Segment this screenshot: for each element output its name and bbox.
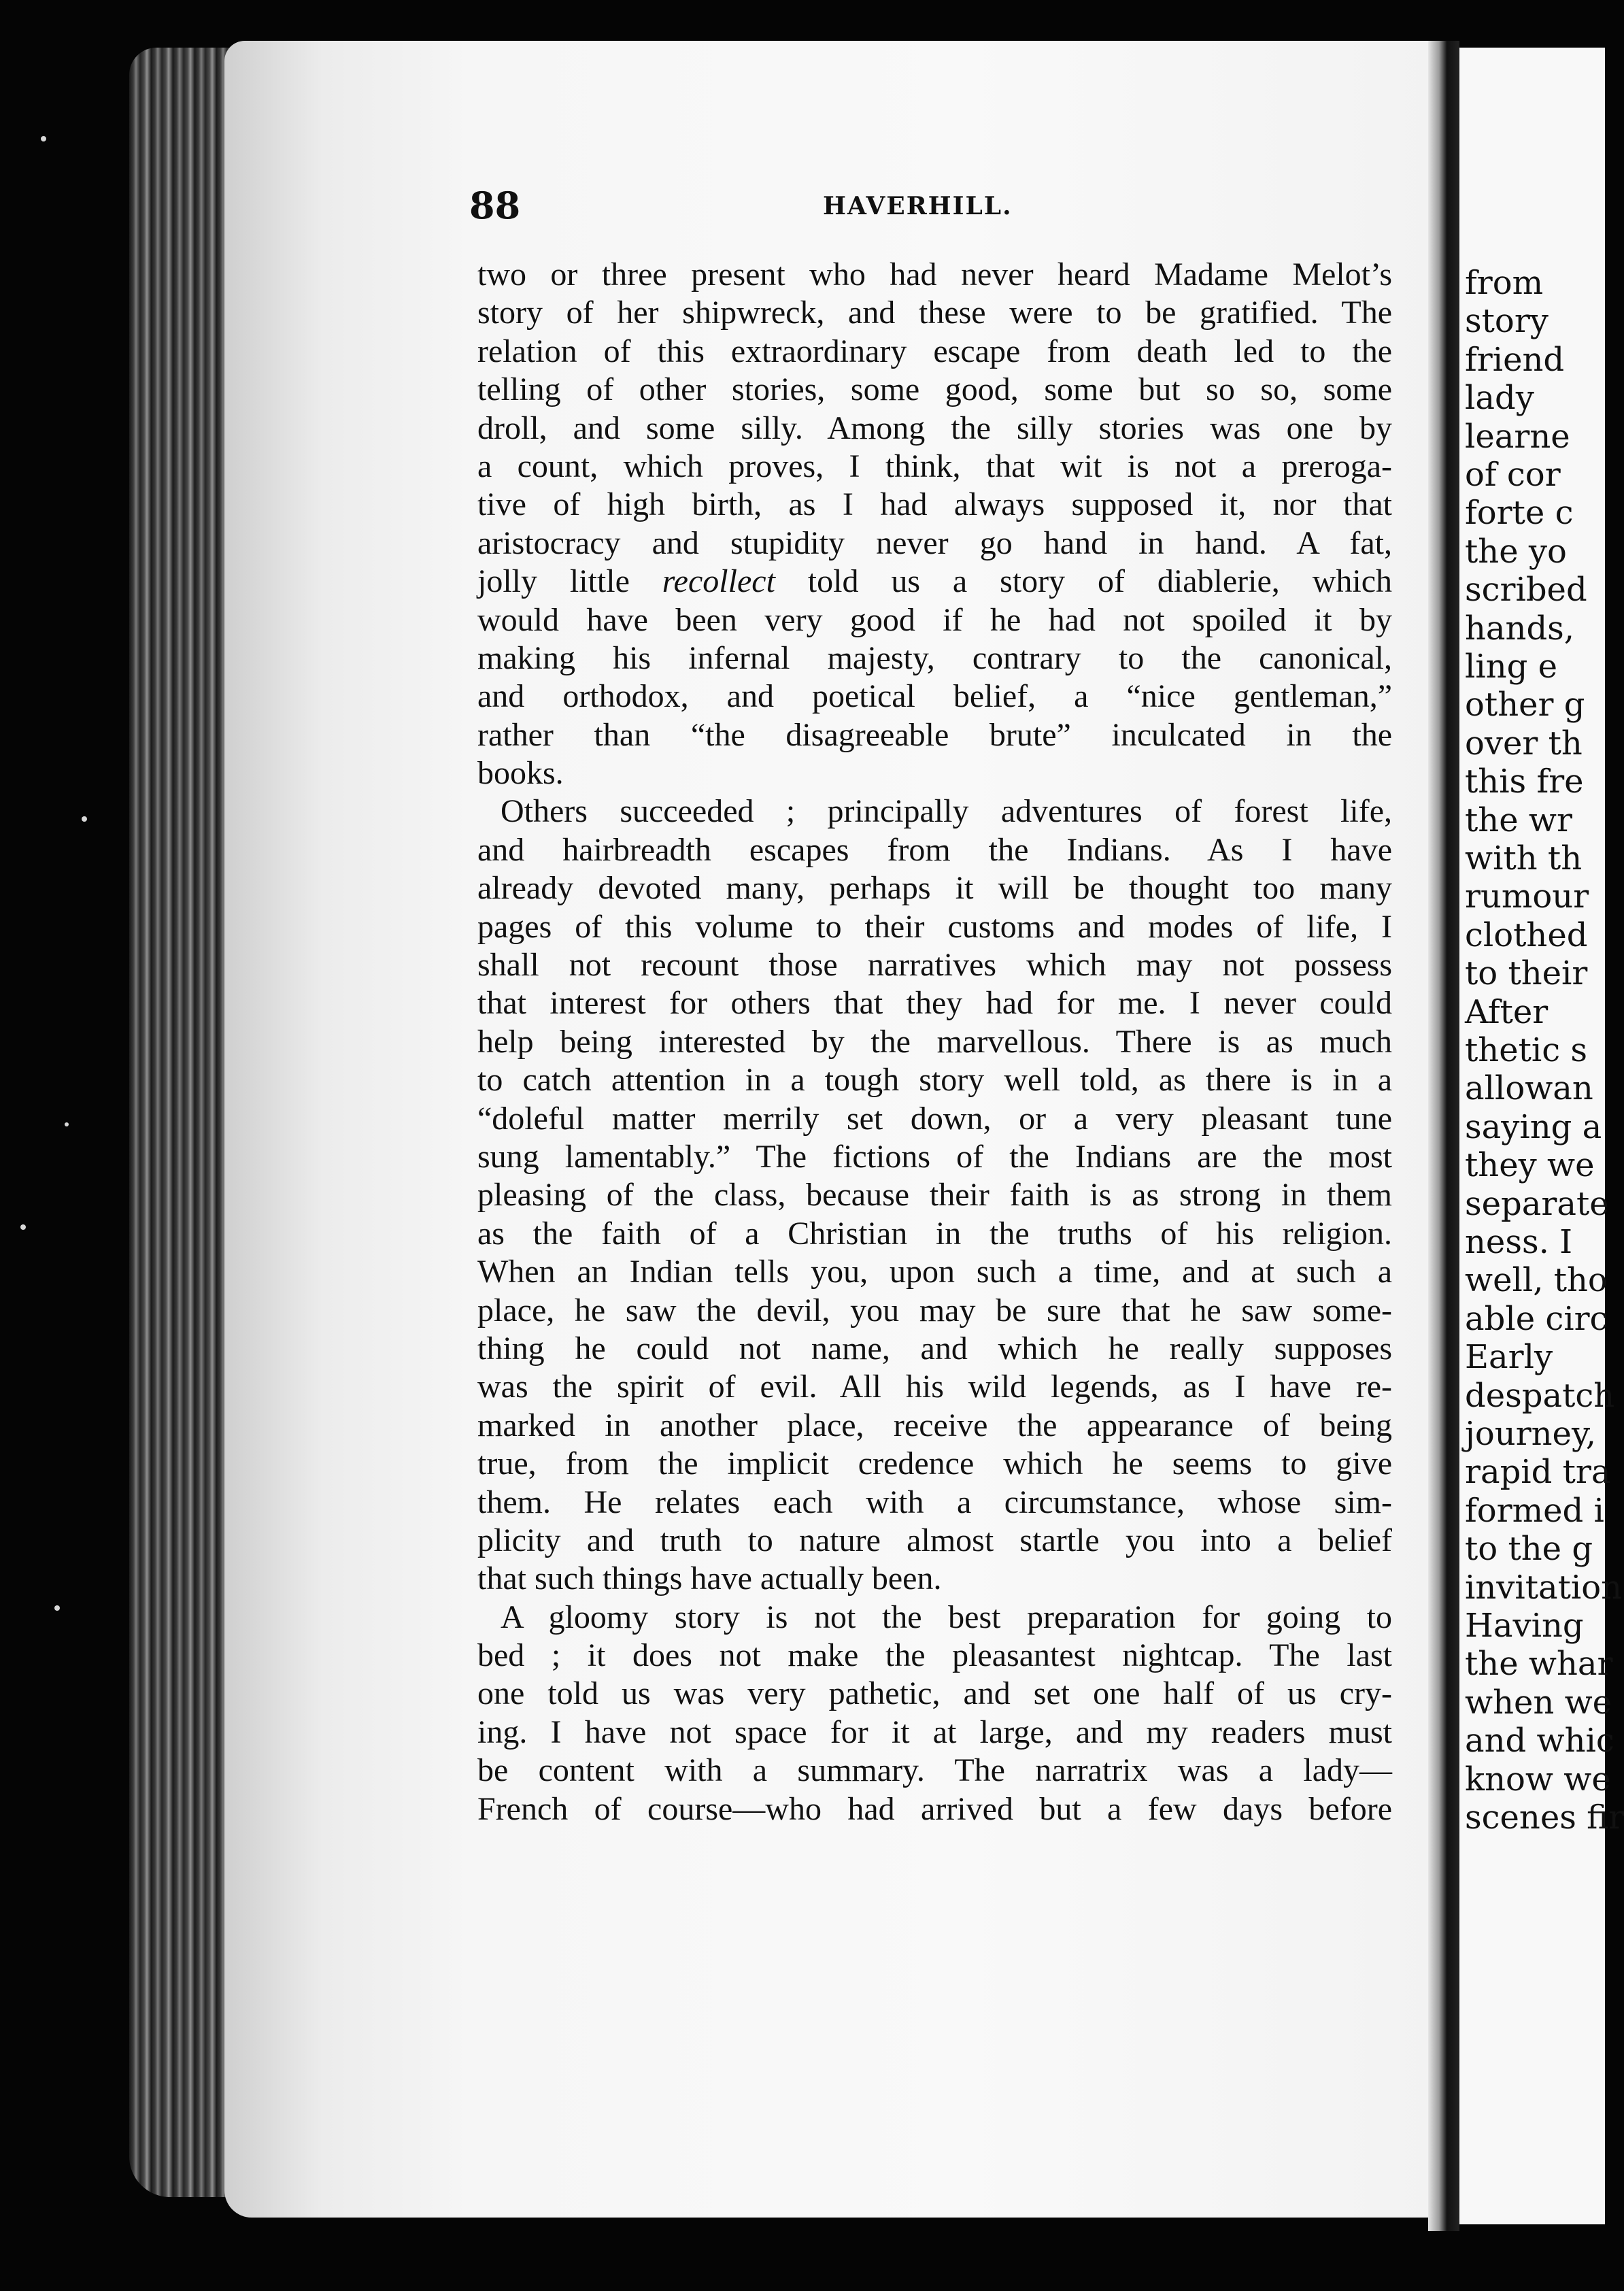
right-page-line: formed i — [1465, 1491, 1604, 1530]
right-page-line: of cor — [1465, 456, 1561, 494]
right-page-line: separate — [1465, 1184, 1609, 1223]
text-line: When an Indian tells you, upon such a time, and at such a — [477, 1254, 1392, 1290]
body-text — [477, 256, 1392, 1828]
text-line: books. — [477, 755, 564, 792]
text-line: one told us was very pathetic, and set one half of us cry- — [477, 1675, 1392, 1712]
text-line: telling of other stories, some good, some but so so, some — [477, 371, 1392, 408]
text-line: French of course—who had arrived but a few days before — [477, 1790, 1392, 1827]
text-line: pleasing of the class, because their faith is as strong in them — [477, 1177, 1392, 1214]
text-line: Others succeeded ; principally adventures of forest life, — [501, 793, 1392, 830]
right-page-line: invitation — [1465, 1568, 1623, 1607]
scan-speck — [20, 1224, 26, 1230]
scan-speck — [82, 816, 87, 822]
book-gutter — [1428, 41, 1459, 2231]
text-line: aristocracy and stupidity never go hand in hand. A fat, — [477, 524, 1392, 561]
text-line: already devoted many, perhaps it will be thought too many — [477, 870, 1392, 907]
text-line: that such things have actually been. — [477, 1560, 942, 1597]
right-page-line: scribed — [1465, 571, 1587, 609]
text-line: as the faith of a Christian in the truths of his religion. — [477, 1215, 1392, 1252]
text-line: them. He relates each with a circumstance, whose sim- — [477, 1484, 1392, 1520]
text-line: sung lamentably.” The fictions of the Indians are the most — [477, 1138, 1392, 1175]
right-page-line: other g — [1465, 686, 1585, 724]
right-page-line: the whar — [1465, 1645, 1613, 1684]
text-line: “doleful matter merrily set down, or a very pleasant tune — [477, 1100, 1392, 1137]
right-page-line: to their — [1465, 954, 1588, 993]
italic-word: recollect — [662, 563, 775, 600]
text-line: plicity and truth to nature almost startle you into a belief — [477, 1522, 1392, 1558]
text-line: droll, and some silly. Among the silly stories was one by — [477, 409, 1392, 446]
text-line: story of her shipwreck, and these were to be gratified. The — [477, 295, 1392, 331]
text-line: was the spirit of evil. All his wild legends, as I have re- — [477, 1369, 1392, 1405]
text-line: be content with a summary. The narratrix was a lady— — [477, 1752, 1392, 1789]
text-line: place, he saw the devil, you may be sure that he saw some- — [477, 1292, 1392, 1328]
right-page-line: scenes fir — [1465, 1799, 1624, 1837]
running-title: HAVERHILL. — [823, 192, 1013, 220]
right-page-line: from — [1465, 264, 1544, 302]
text-line: and orthodox, and poetical belief, a “nice gentleman,” — [477, 678, 1392, 715]
text-line: that interest for others that they had for me. I never could — [477, 985, 1392, 1022]
right-page-line: lady — [1465, 379, 1534, 418]
text-line: and hairbreadth escapes from the Indians. As I have — [477, 831, 1392, 868]
text-line: relation of this extraordinary escape from death led to the — [477, 333, 1392, 369]
text-line: to catch attention in a tough story well told, as there is in a — [477, 1062, 1392, 1099]
right-page-line: when we — [1465, 1683, 1612, 1722]
running-head — [469, 184, 1381, 231]
text-line: bed ; it does not make the pleasantest nightcap. The last — [477, 1637, 1392, 1674]
right-page-line: allowan — [1465, 1069, 1593, 1108]
text-line: shall not recount those narratives which may not possess — [477, 947, 1392, 984]
right-page-line: Having — [1465, 1607, 1584, 1645]
right-page-line: with th — [1465, 839, 1583, 877]
right-page-line: the yo — [1465, 532, 1567, 571]
right-page-line: despatch — [1465, 1376, 1615, 1415]
right-page-line: rapid tra — [1465, 1453, 1611, 1492]
right-page-line: learne — [1465, 417, 1570, 456]
right-page-line: this fre — [1465, 763, 1584, 801]
right-page-line: know we — [1465, 1760, 1611, 1799]
text-line: a count, which proves, I think, that wit is not a preroga- — [477, 448, 1392, 484]
right-page-line: to the g — [1465, 1530, 1593, 1569]
right-page-line: Early — [1465, 1338, 1553, 1377]
text-line: pages of this volume to their customs and modes of life, I — [477, 908, 1392, 945]
right-page-line: and whic — [1465, 1722, 1614, 1760]
text-line: jolly little recollect told us a story of diablerie, which — [477, 563, 1392, 600]
right-page-line: friend — [1465, 340, 1565, 379]
text-line: marked in another place, receive the appearance of being — [477, 1407, 1392, 1443]
text-line: two or three present who had never heard Madame Melot’s — [477, 256, 1392, 292]
right-page-line: ness. I — [1465, 1223, 1573, 1261]
text-line: A gloomy story is not the best preparation for going to — [501, 1599, 1392, 1635]
scan-speck — [41, 136, 46, 141]
text-line: ing. I have not space for it at large, and my readers must — [477, 1713, 1392, 1750]
right-page-line: able circ — [1465, 1299, 1608, 1338]
right-page-line: the wr — [1465, 801, 1572, 839]
text-line: thing he could not name, and which he really supposes — [477, 1330, 1392, 1367]
text-line: tive of high birth, as I had always supposed it, nor that — [477, 486, 1392, 523]
right-page-line: clothed — [1465, 916, 1588, 954]
text-line: rather than “the disagreeable brute” inculcated in the — [477, 716, 1392, 753]
right-page-line: hands, — [1465, 609, 1575, 648]
right-page — [1459, 48, 1624, 2224]
right-page-line: story — [1465, 302, 1549, 341]
text-line: true, from the implicit credence which he seems to give — [477, 1445, 1392, 1482]
scan-speck — [65, 1122, 69, 1126]
right-page-line: thetic s — [1465, 1031, 1588, 1069]
right-page-line: well, tho — [1465, 1261, 1608, 1300]
right-page-line: they we — [1465, 1146, 1595, 1185]
right-page-line: ling e — [1465, 648, 1558, 686]
right-page-line: journey, — [1465, 1415, 1596, 1453]
right-page-line: saying a — [1465, 1107, 1602, 1146]
text-line: help being interested by the marvellous. There is as much — [477, 1023, 1392, 1060]
right-page-line: forte c — [1465, 494, 1574, 533]
page-number: 88 — [469, 184, 521, 227]
text-line: making his infernal majesty, contrary to the canonical, — [477, 639, 1392, 676]
right-page-line: over th — [1465, 724, 1583, 763]
right-page-line: After — [1465, 992, 1549, 1031]
scan-speck — [54, 1605, 60, 1611]
right-page-line: rumour — [1465, 877, 1589, 916]
text-line: would have been very good if he had not spoiled it by — [477, 601, 1392, 638]
